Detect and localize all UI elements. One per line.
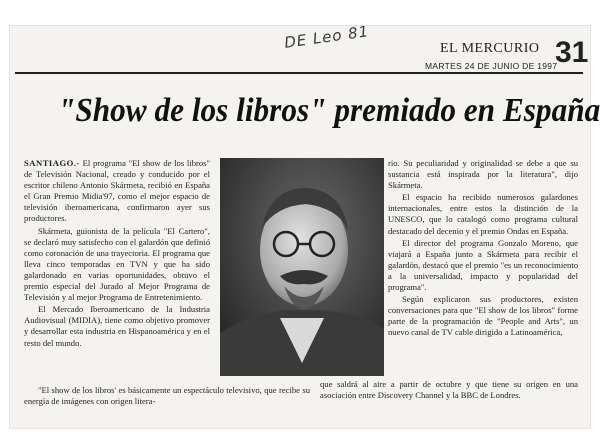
paragraph-1-text: El programa "El show de los libros" de Televisión Nacional, creado y conducido por el escritor chileno Antonio Skármeta, recibió en España el Gran Premio Midia'97, como el mejor espacio de televisión iberoamericana, confirmaron ayer sus productores. (24, 158, 211, 224)
article-bottom (24, 379, 578, 421)
paragraph-6: El director del programa Gonzalo Moreno, que viajará a España junto a Skármeta para recibir el galardón, destacó que el premio "es un reconocimiento a la universalidad, impacto y popularidad del programa". (388, 237, 578, 293)
article-column-3 (388, 158, 578, 376)
paragraph-3: El Mercado Iberoamericano de la Industria Audiovisual (MIDIA), tiene como objetivo promover y desarrollar esta industria en Hispanoamérica y en el resto del mundo. (24, 304, 210, 348)
portrait-image (220, 158, 384, 376)
paragraph-1 (24, 158, 210, 225)
masthead-rule (15, 72, 583, 74)
dateline: SANTIAGO.- (24, 158, 80, 168)
paragraph-7: Según explicaron sus productores, existen conversaciones para que "El show de los libros" forme parte de la programación de "People and Arts", un nuevo canal de TV cable dirigido a Latinoamérica, (388, 294, 578, 338)
article-column-1 (24, 158, 210, 386)
newspaper-name: EL MERCURIO (440, 41, 540, 56)
paragraph-5: El espacio ha recibido numerosos galardones internacionales, entre estos la distinción de la UNESCO, que lo catalogó como programa cultural destacado del decenio y el premio Ondas en España. (388, 192, 578, 236)
headline: "Show de los libros" premiado en España (58, 92, 600, 129)
bottom-left-paragraph: "El show de los libros' es básicamente un espectáculo televisivo, que recibe su energía de imágenes con origen litera- (24, 385, 310, 407)
page-number: 31 (555, 36, 589, 69)
author-photo (220, 158, 384, 376)
bottom-right-paragraph: que saldrá al aire a partir de octubre y que tiene su origen en una asociación entre Discovery Channel y la BBC de Londres. (320, 379, 578, 401)
handwritten-note: DE Leo 81 (283, 22, 371, 52)
publication-date: MARTES 24 DE JUNIO DE 1997 (425, 61, 558, 71)
paragraph-2: Skármeta, guionista de la película "El Cartero", se declaró muy satisfecho con el galardón que definió como coronación de una trayectoria. El programa que lleva cinco temporadas en TVN y que ha sido galardonado en varias oportunidades, obtuvo el premio especial del Jurado al Mejor Programa de Televisión y al mejor Programa de Entretenimiento. (24, 225, 210, 303)
paragraph-4: rio. Su peculiaridad y originalidad se debe a que su sustancia está inspirada por la literatura", dijo Skármeta. (388, 158, 578, 191)
